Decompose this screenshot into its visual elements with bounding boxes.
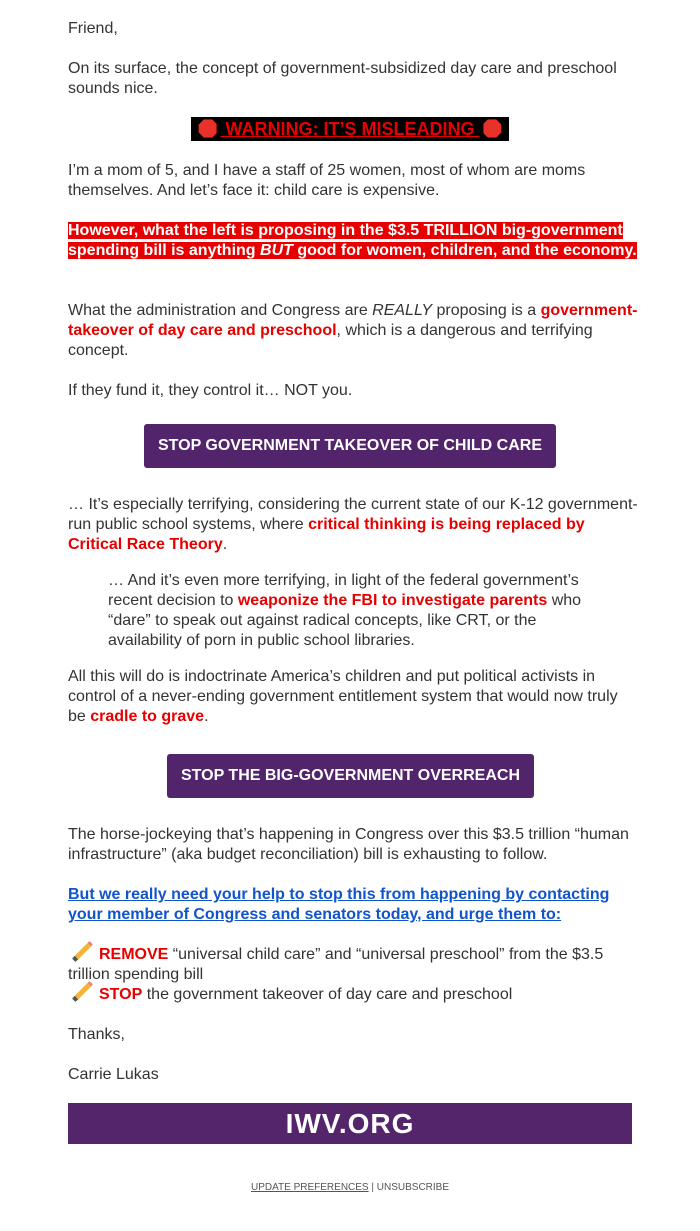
bullet-remove [68, 945, 638, 985]
proposal-text-3: , which is a dangerous and terrifying concept. [68, 322, 593, 359]
congress-paragraph: The horse-jockeying that’s happening in Congress over this $3.5 trillion “human infrastructure” (aka budget reconciliation) bill is exhausting to follow. [68, 826, 629, 863]
k12-red-text: critical thinking is being replaced by Critical Race Theory [68, 516, 585, 553]
control-paragraph: If they fund it, they control it… NOT you. [68, 382, 353, 399]
signoff: Thanks, [68, 1026, 125, 1043]
iwv-banner[interactable]: IWV.ORG [68, 1103, 632, 1144]
fbi-red-text: weaponize the FBI to investigate parents [237, 592, 548, 609]
stop-overreach-button[interactable]: STOP THE BIG-GOVERNMENT OVERREACH [167, 754, 534, 798]
proposal-emphasis: REALLY [372, 302, 433, 319]
bullet-stop-text: the government takeover of day care and preschool [142, 986, 513, 1003]
footer-separator: | [368, 1182, 377, 1193]
bullet-remove-text: “universal child care” and “universal preschool” from the $3.5 trillion spending bill [68, 946, 604, 983]
intro-paragraph: On its surface, the concept of government-subsidized day care and preschool sounds nice. [68, 60, 617, 97]
bullet-stop [68, 985, 638, 1005]
fbi-text-end: who “dare” to speak out against radical concepts, like CRT, or the availability of porn in public school libraries. [108, 592, 582, 649]
k12-paragraph [68, 495, 638, 555]
indoctrinate-text-end: . [204, 708, 209, 725]
indoctrinate-red-text: cradle to grave [90, 708, 205, 725]
stop-takeover-button[interactable]: STOP GOVERNMENT TAKEOVER OF CHILD CARE [144, 424, 556, 468]
cta-paragraph [68, 885, 638, 925]
update-preferences-link[interactable]: UPDATE PREFERENCES [250, 1182, 369, 1193]
mom-paragraph: I’m a mom of 5, and I have a staff of 25 women, most of whom are moms themselves. And let’s face it: child care is expensive. [68, 162, 586, 199]
greeting: Friend, [68, 20, 118, 37]
bullet-remove-label: REMOVE [99, 946, 169, 963]
warning-banner [0, 117, 700, 141]
highlight-paragraph [68, 221, 638, 261]
stop-sign-icon [198, 119, 217, 138]
highlight-emphasis: BUT [260, 242, 293, 259]
bullet-stop-label: STOP [99, 986, 143, 1003]
proposal-red-text: government-takeover of day care and preschool [68, 302, 638, 339]
pencil-icon [72, 981, 93, 1002]
indoctrinate-text: All this will do is indoctrinate America’s children and put political activists in control of a never-ending government entitlement system that would now truly be [68, 668, 618, 725]
proposal-text-2: proposing is a [432, 302, 541, 319]
pencil-icon [72, 941, 93, 962]
highlight-text-end: good for women, children, and the economy. [292, 242, 637, 259]
signature: Carrie Lukas [68, 1066, 159, 1083]
highlight-text: However, what the left is proposing in the $3.5 TRILLION big-government spending bill is anything [68, 222, 623, 259]
proposal-text: What the administration and Congress are [68, 302, 373, 319]
unsubscribe-link[interactable]: UNSUBSCRIBE [376, 1182, 450, 1193]
indoctrinate-paragraph [68, 667, 638, 727]
fbi-text: … And it’s even more terrifying, in light of the federal government’s recent decision to [108, 572, 579, 609]
warning-text: WARNING: IT’S MISLEADING [225, 119, 475, 139]
fbi-paragraph [108, 571, 608, 651]
k12-text: … It’s especially terrifying, considering the current state of our K-12 government-run public school systems, where [68, 496, 638, 533]
contact-congress-link[interactable]: But we really need your help to stop this from happening by contacting your member of Congress and senators today, and urge them to: [68, 886, 610, 923]
k12-text-end: . [222, 536, 228, 553]
stop-sign-icon [483, 119, 502, 138]
proposal-paragraph [68, 301, 638, 361]
footer [0, 1182, 700, 1193]
